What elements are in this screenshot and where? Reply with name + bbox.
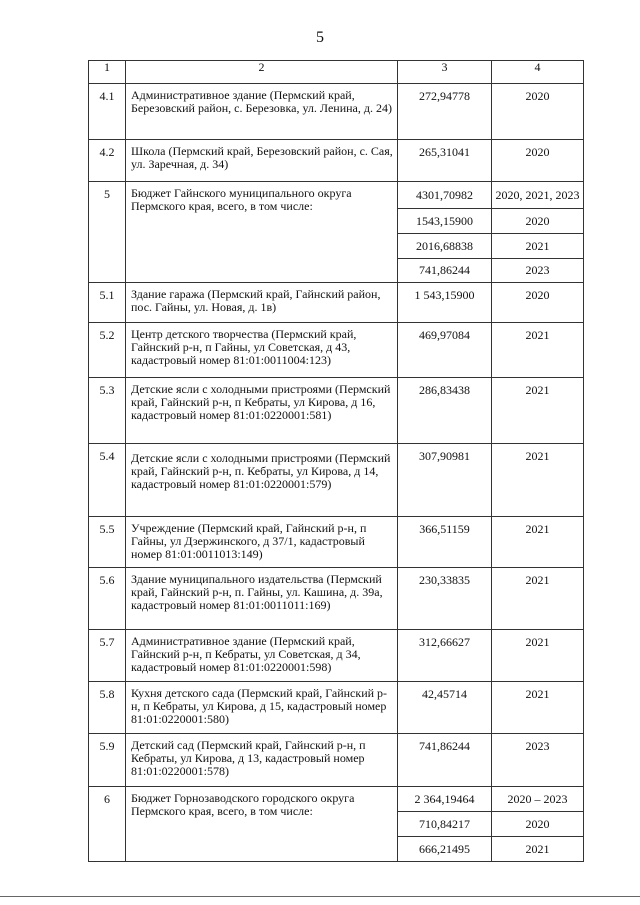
allocation-table (88, 60, 584, 862)
row-description: Кухня детского сада (Пермский край, Гайнский р-н, п Кебраты, ул Кирова, д 15, кадастровый номер 81:01:0220001:580) (131, 686, 388, 726)
row-year: 2021 (525, 328, 550, 342)
row-description: Детские ясли с холодными пристроями (Пермский край, Гайнский р-н, п. Кебраты, ул Кирова, д 14, кадастровый номер 81:01:0220001:579) (131, 451, 391, 491)
row-number: 5 (104, 187, 110, 201)
row-number: 5.1 (99, 288, 115, 302)
row-value: 307,90981 (419, 449, 470, 463)
table-row (89, 444, 584, 517)
row-description: Административное здание (Пермский край, Березовский район, с. Березовка, ул. Ленина, д. 24) (131, 88, 392, 115)
row-year: 2020 (525, 89, 550, 103)
row-value: 265,31041 (419, 145, 470, 159)
row-description: Здание гаража (Пермский край, Гайнский район, пос. Гайны, ул. Новая, д. 1в) (131, 287, 381, 314)
row-description: Центр детского творчества (Пермский край, Гайнский р-н, п Гайны, ул Советская, д 43, кадастровый номер 81:01:0011004:123) (131, 327, 357, 367)
row-year: 2023 (525, 739, 550, 753)
row-description: Административное здание (Пермский край, Гайнский р-н, п Кебраты, ул Советская, д 34, кадастровый номер 81:01:0220001:598) (131, 634, 361, 674)
row-value: 42,45714 (422, 687, 467, 701)
row-year: 2020 – 2023 (492, 787, 584, 812)
row-year: 2021 (525, 449, 550, 463)
row-number: 5.5 (99, 522, 115, 536)
row-description: Здание муниципального издательства (Пермский край, Гайнский р-н, п. Гайны, ул. Кашина, д. 39а, кадастровый номер 81:01:0011011:169) (131, 572, 383, 612)
row-year: 2020, 2021, 2023 (492, 182, 584, 209)
row-value: 1 543,15900 (414, 288, 475, 302)
row-year: 2020 (492, 812, 584, 837)
row-value: 312,66627 (419, 635, 470, 649)
row-year: 2020 (525, 288, 550, 302)
table-row (89, 787, 584, 812)
row-number: 6 (104, 792, 110, 806)
table-row (89, 140, 584, 182)
row-value: 2016,68838 (398, 234, 492, 259)
table-row (89, 378, 584, 444)
row-year: 2021 (492, 234, 584, 259)
row-number: 5.9 (99, 739, 115, 753)
row-number: 5.6 (99, 573, 115, 587)
table-row (89, 517, 584, 568)
table-row (89, 323, 584, 378)
row-description: Детский сад (Пермский край, Гайнский р-н, п Кебраты, ул Кирова, д 13, кадастровый номер 81:01:0220001:578) (131, 738, 366, 778)
row-number: 4.2 (99, 145, 115, 159)
row-number: 4.1 (99, 89, 115, 103)
header-col-1: 1 (89, 61, 126, 84)
row-value: 666,21495 (398, 837, 492, 862)
row-value: 366,51159 (419, 522, 470, 536)
row-number: 5.2 (99, 328, 115, 342)
table-row (89, 682, 584, 734)
row-value: 286,83438 (419, 383, 470, 397)
row-year: 2021 (525, 635, 550, 649)
row-value: 2 364,19464 (398, 787, 492, 812)
row-description: Детские ясли с холодными пристроями (Пермский край, Гайнский р-н, п Кебраты, ул Кирова, д 16, кадастровый номер 81:01:0220001:581) (131, 382, 391, 422)
row-year: 2020 (492, 209, 584, 234)
table-row (89, 84, 584, 140)
page-number: 5 (316, 29, 324, 46)
header-col-4: 4 (492, 61, 584, 84)
header-col-3: 3 (398, 61, 492, 84)
row-description: Бюджет Горнозаводского городского округа Пермского края, всего, в том числе: (131, 791, 355, 818)
row-number: 5.7 (99, 635, 115, 649)
row-year: 2020 (525, 145, 550, 159)
row-year: 2021 (525, 522, 550, 536)
table-row (89, 283, 584, 323)
row-description: Бюджет Гайнского муниципального округа Пермского края, всего, в том числе: (131, 186, 352, 213)
row-description: Школа (Пермский край, Березовский район, с. Сая, ул. Заречная, д. 34) (131, 144, 393, 171)
header-col-2: 2 (126, 61, 398, 84)
table-header-row (89, 61, 584, 84)
row-year: 2021 (525, 687, 550, 701)
row-number: 5.8 (99, 687, 115, 701)
table-row (89, 182, 584, 209)
row-year: 2021 (492, 837, 584, 862)
table-row (89, 734, 584, 787)
row-year: 2023 (492, 259, 584, 283)
row-value: 710,84217 (398, 812, 492, 837)
row-description: Учреждение (Пермский край, Гайнский р-н, п Гайны, ул Дзержинского, д 37/1, кадастровый номер 81:01:0011013:149) (131, 521, 367, 561)
row-value: 230,33835 (419, 573, 470, 587)
table-row (89, 630, 584, 682)
row-value: 741,86244 (419, 739, 470, 753)
row-year: 2021 (525, 383, 550, 397)
row-value: 4301,70982 (398, 182, 492, 209)
row-value: 469,97084 (419, 328, 470, 342)
table-row (89, 568, 584, 630)
page-bottom-edge (0, 896, 640, 897)
row-value: 272,94778 (419, 89, 470, 103)
row-value: 741,86244 (398, 259, 492, 283)
row-year: 2021 (525, 573, 550, 587)
row-number: 5.3 (99, 383, 115, 397)
row-value: 1543,15900 (398, 209, 492, 234)
row-number: 5.4 (99, 449, 115, 463)
